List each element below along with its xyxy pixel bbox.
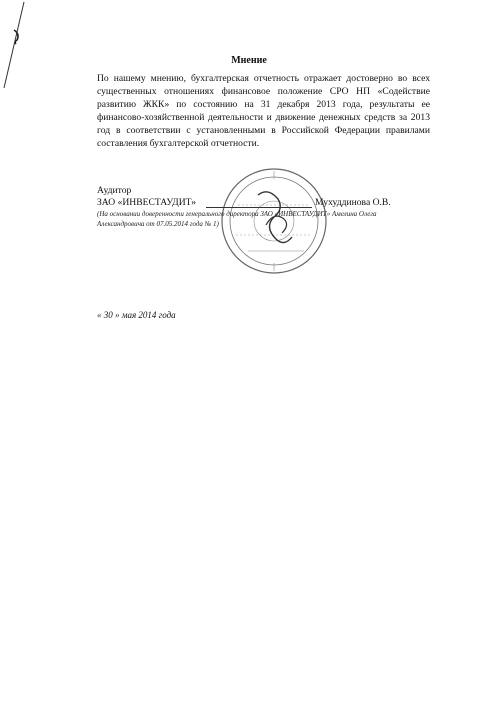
opinion-heading: Мнение	[231, 55, 267, 66]
opinion-paragraph	[97, 72, 430, 150]
document-date: « 30 » мая 2014 года	[97, 310, 176, 320]
authorization-note-line2: Александровича от 07.05.2014 года № 1)	[97, 220, 219, 228]
auditor-company: ЗАО «ИНВЕСТАУДИТ»	[97, 197, 197, 208]
company-seal-icon	[218, 165, 330, 277]
signer-name: Мухуддинова О.В.	[315, 197, 391, 208]
corner-pen-mark	[0, 0, 40, 90]
authorization-note-line1: (На основании доверенности генерального директора ЗАО «ИНВЕСТАУДИТ» Амелина Олега	[97, 210, 377, 218]
auditor-label: Аудитор	[97, 185, 132, 196]
opinion-paragraph-text: По нашему мнению, бухгалтерская отчетность отражает достоверно во всех существенных отношениях финансовое положение СРО НП «Содействие развитию ЖКК» по состоянию на 31 декабря 2013 года, результаты ее финансово-хозяйственной деятельности и движение денежных средств за 2013 год в соответствии с установленными в Российской Федерации правилами составления бухгалтерской отчетности.	[97, 73, 430, 149]
signature-line	[206, 207, 312, 208]
